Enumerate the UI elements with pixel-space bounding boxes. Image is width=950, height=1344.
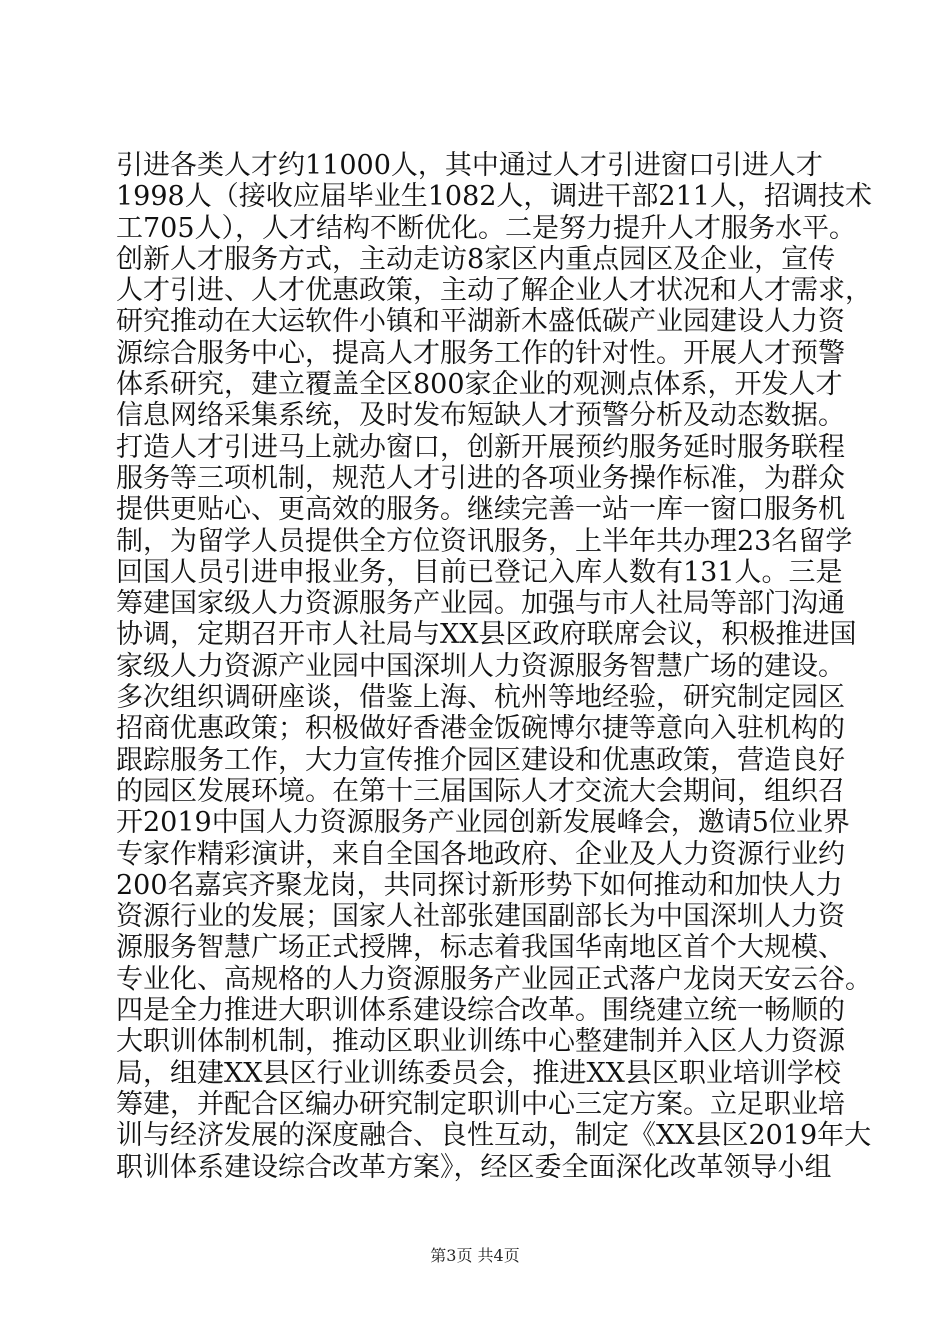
page-footer: 第3页 共4页 <box>430 1246 520 1265</box>
text-line: 职训体系建设综合改革方案》，经区委全面深化改革领导小组 <box>116 1151 832 1183</box>
text-line: 招商优惠政策；积极做好香港金饭碗博尔捷等意向入驻机构的 <box>116 713 845 745</box>
text-line: 服务等三项机制，规范人才引进的各项业务操作标准，为群众 <box>116 462 845 494</box>
text-line: 跟踪服务工作，大力宣传推介园区建设和优惠政策，营造良好 <box>116 744 845 776</box>
text-line: 筹建，并配合区编办研究制定职训中心三定方案。立足职业培 <box>116 1088 845 1120</box>
text-line: 信息网络采集系统，及时发布短缺人才预警分析及动态数据。 <box>116 400 845 432</box>
text-line: 体系研究，建立覆盖全区800家企业的观测点体系，开发人才 <box>116 369 843 401</box>
text-line: 研究推动在大运软件小镇和平湖新木盛低碳产业园建设人力资 <box>116 306 845 338</box>
text-line: 的园区发展环境。在第十三届国际人才交流大会期间，组织召 <box>116 775 845 807</box>
text-line: 制，为留学人员提供全方位资讯服务，上半年共办理23名留学 <box>116 525 853 557</box>
text-line: 多次组织调研座谈，借鉴上海、杭州等地经验，研究制定园区 <box>116 682 845 714</box>
text-line: 训与经济发展的深度融合、良性互动，制定《XX县区2019年大 <box>116 1120 872 1152</box>
text-line: 专业化、高规格的人力资源服务产业园正式落户龙岗天安云谷。 <box>116 963 872 995</box>
text-line: 开2019中国人力资源服务产业园创新发展峰会，邀请5位业界 <box>116 807 850 839</box>
text-line: 局，组建XX县区行业训练委员会，推进XX县区职业培训学校 <box>116 1057 841 1089</box>
text-line: 创新人才服务方式，主动走访8家区内重点园区及企业，宣传 <box>116 243 836 275</box>
text-line: 回国人员引进申报业务，目前已登记入库人数有131人。三是 <box>116 556 843 588</box>
text-line: 源综合服务中心，提高人才服务工作的针对性。开展人才预警 <box>116 337 845 369</box>
text-line: 人才引进、人才优惠政策，主动了解企业人才状况和人才需求， <box>116 275 872 307</box>
text-line: 提供更贴心、更高效的服务。继续完善一站一库一窗口服务机 <box>116 494 845 526</box>
text-line: 专家作精彩演讲，来自全国各地政府、企业及人力资源行业约 <box>116 838 845 870</box>
body-text <box>116 150 876 1183</box>
text-line: 协调，定期召开市人社局与XX县区政府联席会议，积极推进国 <box>116 619 857 651</box>
text-line: 大职训体制机制，推动区职业训练中心整建制并入区人力资源 <box>116 1026 845 1058</box>
text-line: 200名嘉宾齐聚龙岗，共同探讨新形势下如何推动和加快人力 <box>116 869 843 901</box>
text-line: 资源行业的发展；国家人社部张建国副部长为中国深圳人力资 <box>116 901 845 933</box>
text-line: 筹建国家级人力资源服务产业园。加强与市人社局等部门沟通 <box>116 588 845 620</box>
text-line: 工705人），人才结构不断优化。二是努力提升人才服务水平。 <box>116 212 857 244</box>
text-line: 1998人（接收应届毕业生1082人，调进干部211人，招调技术 <box>116 181 872 213</box>
text-line: 四是全力推进大职训体系建设综合改革。围绕建立统一畅顺的 <box>116 995 845 1027</box>
text-line: 源服务智慧广场正式授牌，标志着我国华南地区首个大规模、 <box>116 932 845 964</box>
text-line: 引进各类人才约11000人，其中通过人才引进窗口引进人才 <box>116 150 823 181</box>
text-line: 家级人力资源产业园中国深圳人力资源服务智慧广场的建设。 <box>116 650 845 682</box>
text-line: 打造人才引进马上就办窗口，创新开展预约服务延时服务联程 <box>116 431 845 463</box>
